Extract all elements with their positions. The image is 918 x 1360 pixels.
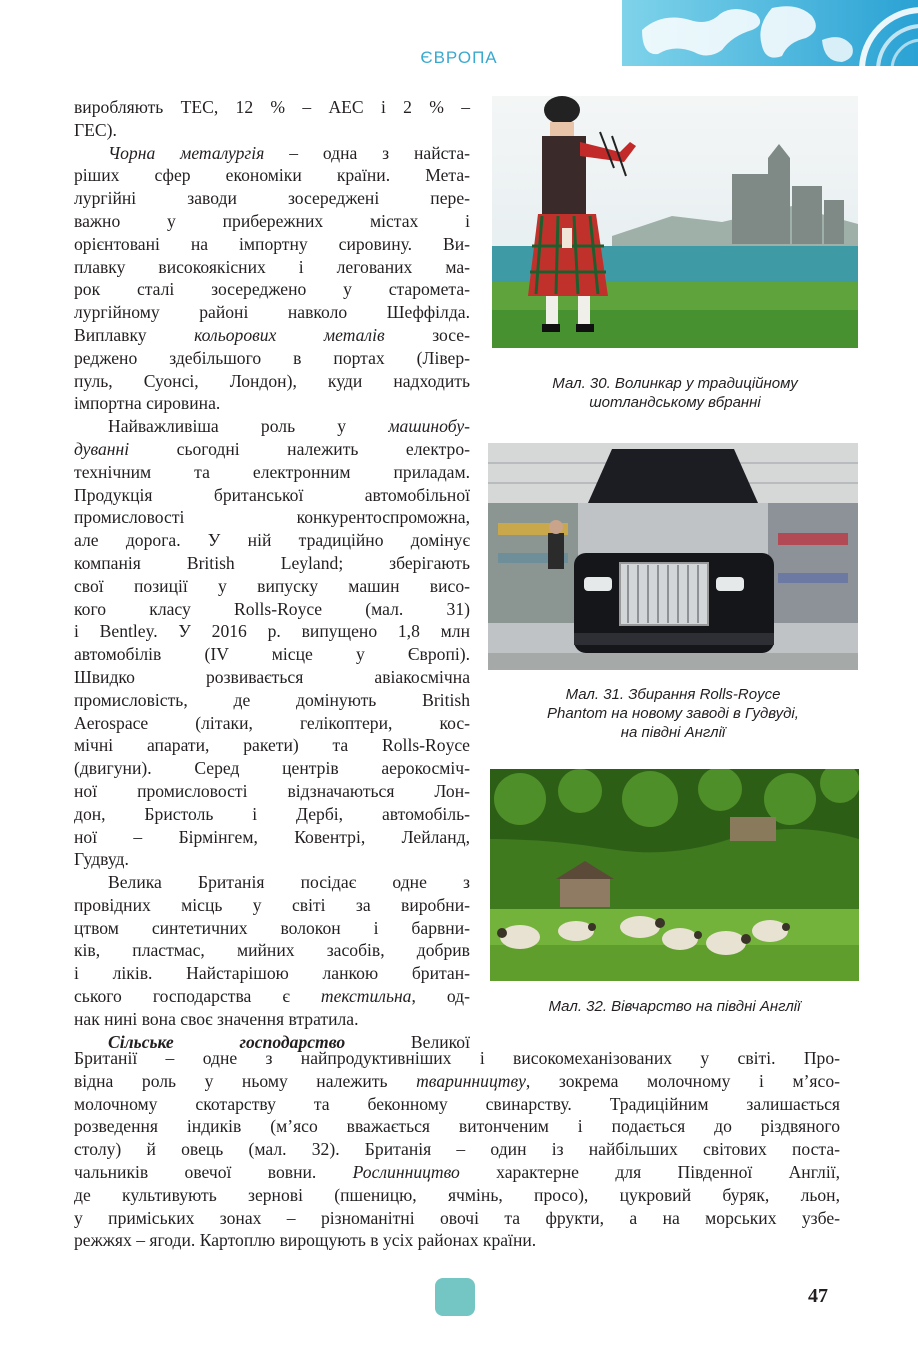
figure-30-caption: Мал. 30. Волинкар у традиційному шотландському вбранні [552,375,798,411]
page-number: 47 [808,1285,828,1307]
paragraph-chemistry: Велика Британія посідає одне з провідних місць у світі за виробни- цтвом синтетичних волокон і барвни- ків, пластмас, мийних засобів, добрив і ліків. Найстарішою ланкою британ- ського господарства є текстильна, од- нак нині вона своє значення втратила. [74,872,470,1029]
left-column-text [74,96,470,1053]
paragraph-1: виробляють ТЕС, 12 % – АЕС і 2 % – ГЕС). [74,97,470,140]
paragraph-machine-building: Найважливіша роль у машинобу- дуванні сьогодні належить електро- технічним та електронним приладам. Продукція британської автомобільної промисловості конкурентоспроможна, але дорога. У ній традиційно домінує компанія British Leyland; зберігають свої позиції у випуску машин висо- кого класу Rolls-Royce (мал. 31) і Bentley. У 2016 р. випущено 1,8 млн автомобілів (IV місце у Європі). Швидко розвивається авіакосмічна промисловість, де домінують British Aerospace (літаки, гелікоптери, кос- мічні апарати, ракети) та Rolls-Royce (двигуни). Серед центрів аерокосміч- ної промисловості відзначаються Лон- дон, Бристоль і Дербі, автомобіль- ної – Бірмінгем, Ковентрі, Лейланд, Гудвуд. [74,416,470,870]
paragraph-metallurgy: Чорна металургія – одна з найста- ріших сфер економіки країни. Мета- лургійні заводи зосереджені пере- важно у прибережних містах і орієнтовані на імпортну сировину. Ви- плавку високоякісних і легованих ма- рок сталі зосереджено у старомета- лургійному районі навколо Шеффілда. Виплавку кольорових металів зосе- реджено здебільшого в портах (Лівер- пуль, Суонсі, Лондон), куди надходить імпортна сировина. [74,142,470,414]
footer-tab [435,1278,475,1316]
section-title: ЄВРОПА [420,48,498,67]
paragraph-agriculture-start: Сільське господарство Великої [108,1031,470,1052]
bagpiper-photo [492,96,858,348]
figure-31-caption: Мал. 31. Збирання Rolls-Royce Phantom на новому заводі в Гудвуді, на півдні Англії [547,686,799,741]
sheep-farming-photo [490,769,859,981]
paragraph-agriculture: Британії – одне з найпродуктивніших і високомеханізованих у світі. Про- відна роль у ньому належить тваринництву, зокрема молочному і м’ясо- молочному скотарству та беконному свинарству. Традиційним залишається розведення індиків (м’ясо вважається витонченим і подається до різдвяного столу) й овець (мал. 32). Британія – один із найбільших світових поста- чальників овечої вовни. Рослинництво характерне для Південної Англії, де культивують зернові (пшеницю, ячмінь, просо), цукровий буряк, льон, у приміських зонах – різноманітні овочі та фрукти, а на морських узбе- режжях – ягоди. Картоплю вирощують в усіх районах країни. [74,1048,841,1251]
full-width-text [74,1047,840,1252]
rolls-royce-factory-photo [488,443,858,670]
figure-32-caption: Мал. 32. Вівчарство на півдні Англії [548,998,801,1015]
